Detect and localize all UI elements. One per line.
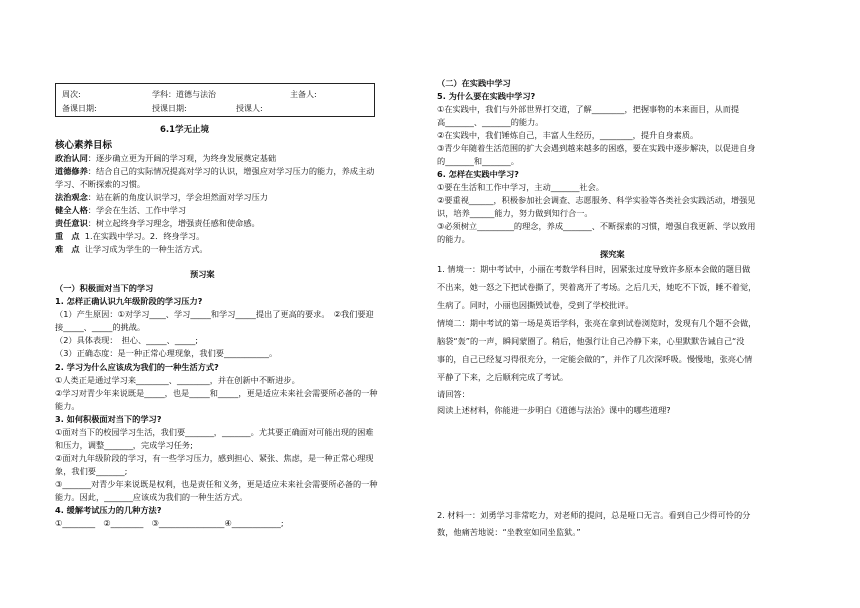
question-6: 6. 怎样在实践中学习? bbox=[437, 169, 519, 179]
header-preparer: 主备人: bbox=[290, 90, 317, 99]
q3-line: 和压力，调整_______，完成学习任务; bbox=[55, 440, 193, 450]
case1-line: 情境二：期中考试的第一场是英语学科，张亮在拿到试卷浏览时，发现有几个题不会做， bbox=[437, 318, 757, 328]
q5-line: 高_______、_______的能力。 bbox=[437, 117, 544, 127]
goal-political: 政治认同：逐步确立更为开阔的学习观，为终身发展奠定基础 bbox=[55, 153, 277, 163]
case1-line: 1. 情境一：期中考试中，小丽在考数学科目时，因紧张过度导致许多原本会做的题目做 bbox=[437, 264, 751, 274]
q3-line: ②面对九年级阶段的学习，有一些学习压力，感到担心、紧张、焦虑，是一种正常心理现 bbox=[55, 453, 374, 463]
goal-moral: 道德修养：结合自己的实际情况提高对学习的认识，增强应对学习压力的能力，养成主动 bbox=[55, 166, 375, 176]
goal-responsibility: 责任意识：树立起终身学习理念，增强责任感和使命感。 bbox=[55, 218, 260, 228]
q6-line: ①要在生活和工作中学习，主动_______社会。 bbox=[437, 182, 604, 192]
q6-line: ②要重视______，积极参加社会调查、志愿服务、科学实验等各类社会实践活动，增强见 bbox=[437, 195, 756, 205]
lesson-title: 6.1学无止境 bbox=[160, 125, 210, 135]
header-teacher: 授课人: bbox=[236, 104, 263, 113]
q2-line: 能力。 bbox=[55, 401, 80, 411]
difficult-point: 难 点 让学习成为学生的一种生活方式。 bbox=[55, 244, 208, 254]
question-2: 2. 学习为什么应该成为我们的一种生活方式? bbox=[55, 362, 219, 372]
case1-line: 平静了下来，之后顺利完成了考试。 bbox=[437, 372, 569, 382]
section-two-heading: （二）在实践中学习 bbox=[437, 78, 511, 88]
header-subject: 学科：道德与法治 bbox=[152, 90, 216, 99]
q2-line: ②学习对青少年来说既是_____，也是_____和_____，更是适应未来社会需要所必备的一种 bbox=[55, 388, 378, 398]
q3-line: 能力。因此，_______应该成为我们的一种生活方式。 bbox=[55, 492, 248, 502]
goal-moral-cont: 学习、不断探索的习惯。 bbox=[55, 179, 146, 189]
case2-line: 2. 材料一：刘勇学习非常吃力，对老师的提问，总是哑口无言。看到自己少得可怜的分 bbox=[437, 510, 751, 520]
q1-line: （1）产生原因：①对学习____、学习_____和学习_____提出了更高的要求。 ②我们要迎 bbox=[55, 309, 374, 319]
header-week: 周次: bbox=[62, 90, 81, 99]
key-point: 重 点 1.在实践中学习。2．终身学习。 bbox=[55, 231, 205, 241]
question-1: 1. 怎样正确认识九年级阶段的学习压力? bbox=[55, 296, 203, 306]
q6-line: ③必须树立_________的理念，养成_______、不断探索的习惯，增强自我更新、学以致用 bbox=[437, 221, 756, 231]
preview-title: 预习案 bbox=[190, 269, 215, 279]
q6-line: 识，培养______能力，努力做到知行合一。 bbox=[437, 208, 593, 218]
q3-line: ①面对当下的校园学习生活，我们要_______，_______。尤其要正确面对可能出现的困难 bbox=[55, 427, 374, 437]
goal-personality: 健全人格：学会在生活、工作中学习 bbox=[55, 205, 187, 215]
goal-law: 法治观念：站在新的角度认识学习，学会坦然面对学习压力 bbox=[55, 192, 268, 202]
question-4: 4. 缓解考试压力的几种方法? bbox=[55, 505, 162, 515]
question-5: 5. 为什么要在实践中学习? bbox=[437, 91, 536, 101]
header-teach-date: 授课日期: bbox=[152, 104, 187, 113]
q2-line: ①人类正是通过学习来________、________，并在创新中不断进步。 bbox=[55, 375, 300, 385]
q1-line: 接_____、_____的挑战。 bbox=[55, 322, 146, 332]
q3-line: 象，我们要_______; bbox=[55, 466, 128, 476]
q6-line: 的能力。 bbox=[437, 234, 470, 244]
q4-line: ①________ ②________ ③________________④____________; bbox=[55, 518, 284, 528]
case1-line: 请回答： bbox=[437, 389, 470, 399]
q5-line: ①在实践中，我们与外部世界打交道，了解________，把握事物的本来面目，从而提 bbox=[437, 104, 740, 114]
core-goals-title: 核心素养目标 bbox=[55, 140, 113, 151]
section-one-heading: （一）积极面对当下的学习 bbox=[55, 283, 154, 293]
case1-line: 脑袋“轰”的一声，瞬间蒙圈了。稍后，他强行让自己冷静下来，心里默默告诫自己“没 bbox=[437, 336, 745, 346]
case1-line: 事的，自己已经复习得很充分，一定能会做的”，并作了几次深呼吸。慢慢地，张亮心情 bbox=[437, 354, 753, 364]
case1-line: 不出来，她一怒之下把试卷撕了，哭着离开了考场。之后几天，她吃不下饭，睡不着觉， bbox=[437, 282, 757, 292]
q1-line: （2）具体表现： 担心、_____、_____; bbox=[55, 335, 199, 345]
header-prep-date: 备课日期: bbox=[62, 104, 97, 113]
case1-line: 阅读上述材料，你能进一步明白《道德与法治》课中的哪些道理? bbox=[437, 405, 671, 415]
q5-line: ③青少年随着生活范围的扩大会遇到越来越多的困惑，要在实践中逐步解决，以促进自身 bbox=[437, 143, 756, 153]
q1-line: （3）正确态度：是一种正常心理现象，我们要___________。 bbox=[55, 348, 278, 358]
header-info-table bbox=[55, 83, 375, 117]
case2-line: 数，他痛苦地说：“坐教室如同坐监狱。” bbox=[437, 527, 581, 537]
question-3: 3. 如何积极面对当下的学习? bbox=[55, 414, 162, 424]
q5-line: 的_______和_______。 bbox=[437, 156, 519, 166]
case1-line: 生病了。同时，小丽也因撕毁试卷，受到了学校批评。 bbox=[437, 300, 634, 310]
q5-line: ②在实践中，我们锤炼自己，丰富人生经历，________，提升自身素质。 bbox=[437, 130, 699, 140]
q3-line: ③_______对青少年来说既是权利，也是责任和义务，更是适应未来社会需要所必备的一种 bbox=[55, 479, 378, 489]
explore-title: 探究案 bbox=[600, 249, 625, 259]
